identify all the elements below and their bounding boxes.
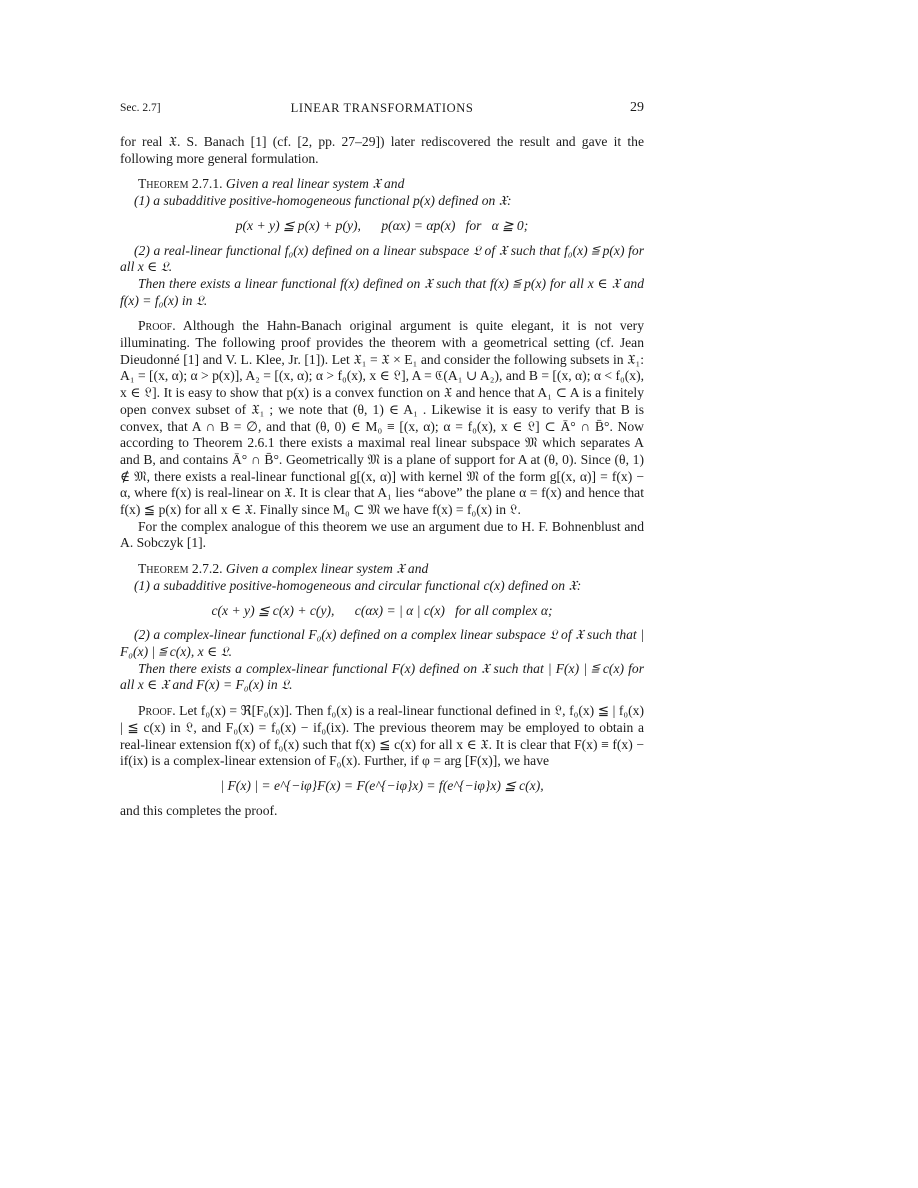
proof-1-text: Although the Hahn-Banach original argument is quite elegant, it is not very illuminating. The following proof provides the theorem with a geometrical setting (cf. Jean Dieudonné [1] and V. L. Klee, Jr. [1]). Let 𝔛₁ = 𝔛 × E₁ and consider the following subsets in 𝔛₁: A₁ = [(x, α); α > p(x)], A₂ = [(x, α); α > f₀(x), x ∈ 𝔏], A = ℭ(A₁ ∪ A₂), and B = [(x, α); α < f₀(x), x ∈ 𝔏]. It is easy to show that p(x) is a convex function on 𝔛 and hence that A₁ ⊂ A is a finitely open convex subset of 𝔛₁ ; we note that (θ, 1) ∈ A₁ . Likewise it is easy to verify that B is convex, that A ∩ B = ∅, and that (θ, 0) ∈ M₀ ≡ [(x, α); α = f₀(x), x ∈ 𝔏] ⊂ Ā° ∩ B̄°. Now according to Theorem 2.6.1 there exists a maximal real linear subspace 𝔐 which separates A and B, and contains Ā° ∩ B̄°. Geometrically 𝔐 is a plane of support for A at (θ, 0). Since (θ, 1) ∉ 𝔐, there exists a real-linear functional g[(x, α)] with kernel 𝔐 of the form g[(x, α)] = f(x) − α, where f(x) is real-linear on 𝔛. It is clear that A₁ lies “above” the plane α = f(x) and hence that f(x) ≦ p(x) for all x ∈ 𝔛. Finally since M₀ ⊂ 𝔐 we have f(x) = f₀(x) in 𝔏. <box>120 318 644 518</box>
paragraph-banach: for real 𝔛. S. Banach [1] (cf. [2, pp. 27–29]) later rediscovered the result and gave it the following more general formulation. <box>120 134 644 166</box>
running-title: LINEAR TRANSFORMATIONS <box>290 101 474 115</box>
theorem-intro: Given a real linear system 𝔛 and <box>222 176 405 192</box>
theorem-2-7-2-statement <box>120 561 644 578</box>
page-number: 29 <box>630 100 644 115</box>
proof-2-display: | F(x) | = e^{−iφ}F(x) = F(e^{−iφ}x) = f(e^{−iφ}x) ≦ c(x), <box>220 777 544 793</box>
theorem-2-7-1-item-2: (2) a real-linear functional f₀(x) defined on a linear subspace 𝔏 of 𝔛 such that f₀(x) ≦ p(x) for all x ∈ 𝔏. <box>120 242 644 275</box>
paragraph-complex-analogue: For the complex analogue of this theorem we use an argument due to H. F. Bohnenblust and A. Sobczyk [1]. <box>120 518 644 551</box>
theorem-2-7-1-conclusion: Then there exists a linear functional f(x) defined on 𝔛 such that f(x) ≦ p(x) for all x ∈ 𝔛 and f(x) = f₀(x) in 𝔏. <box>120 275 644 308</box>
theorem-2-7-1-item-1: (1) a subadditive positive-homogeneous functional p(x) defined on 𝔛: <box>134 193 512 209</box>
theorem-label: Theorem 2.7.2. <box>138 561 223 577</box>
proof-1 <box>120 318 644 518</box>
running-header <box>120 100 644 118</box>
proof-2 <box>120 703 644 770</box>
theorem-intro: Given a complex linear system 𝔛 and <box>222 561 429 577</box>
proof-label: Proof. <box>138 318 176 334</box>
page-body <box>120 134 644 819</box>
theorem-2-7-2-display: c(x + y) ≦ c(x) + c(y), c(αx) = | α | c(x) for all complex α; <box>211 602 553 618</box>
theorem-2-7-2-conclusion: Then there exists a complex-linear functional F(x) defined on 𝔛 such that | F(x) | ≦ c(x) for all x ∈ 𝔛 and F(x) = F₀(x) in 𝔏. <box>120 660 644 693</box>
theorem-label: Theorem 2.7.1. <box>138 176 223 192</box>
proof-label: Proof. <box>138 703 176 719</box>
theorem-2-7-1-display: p(x + y) ≦ p(x) + p(y), p(αx) = αp(x) for α ≧ 0; <box>235 217 529 233</box>
section-label: Sec. 2.7] <box>120 102 161 114</box>
theorem-2-7-2-item-1: (1) a subadditive positive-homogeneous and circular functional c(x) defined on 𝔛: <box>134 577 582 593</box>
closing-line: and this completes the proof. <box>120 802 278 818</box>
theorem-2-7-2-item-2: (2) a complex-linear functional F₀(x) defined on a complex linear subspace 𝔏 of 𝔛 such that | F₀(x) | ≦ c(x), x ∈ 𝔏. <box>120 627 644 659</box>
proof-2-text: Let f₀(x) = ℜ[F₀(x)]. Then f₀(x) is a real-linear functional defined in 𝔏, f₀(x) ≦ | f₀(x) | ≦ c(x) in 𝔏, and F₀(x) = f₀(x) − if₀(ix). The previous theorem may be employed to obtain a real-linear extension f(x) of f₀(x) such that f(x) ≦ c(x) for all x ∈ 𝔛. It is clear that F(x) ≡ f(x) − if(ix) is a complex-linear extension of F₀(x). Further, if φ = arg [F(x)], we have <box>120 703 644 769</box>
theorem-2-7-1-statement <box>120 176 644 193</box>
